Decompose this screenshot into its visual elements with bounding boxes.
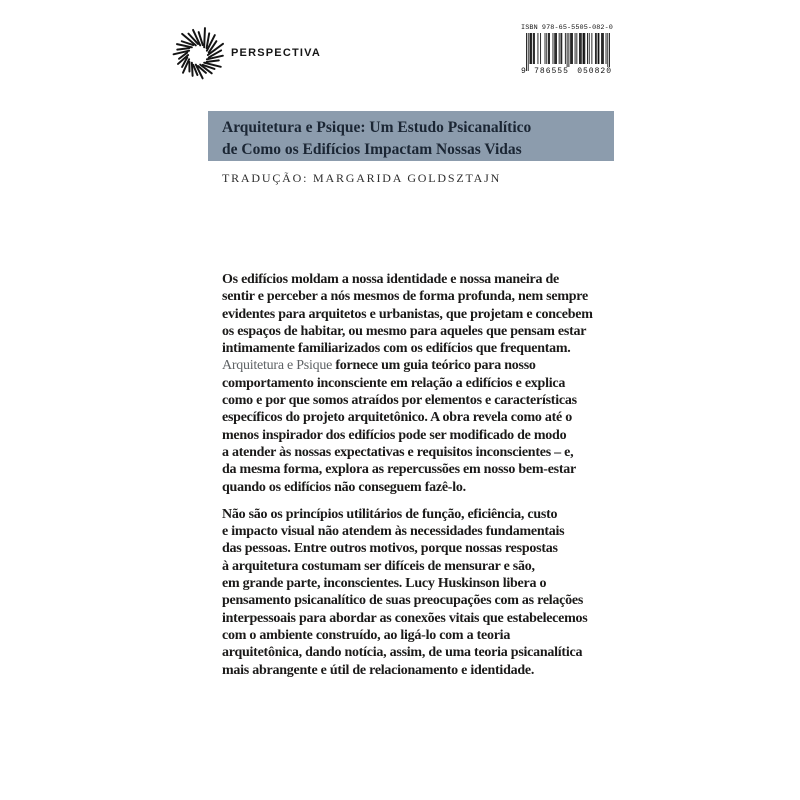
book-title-line-1: Arquitetura e Psique: Um Estudo Psicanalítico <box>222 119 532 136</box>
text-line: pensamento psicanalítico de suas preocupações com as relações <box>222 593 584 609</box>
text-line: arquitetônica, dando notícia, assim, de uma teoria psicanalítica <box>222 645 583 661</box>
text-line: mais abrangente e útil de relacionamento e identidade. <box>222 662 535 678</box>
text-line: interpessoais para abordar as conexões vitais que estabelecemos <box>222 610 588 626</box>
text-line: à arquitetura costumam ser difíceis de mensurar e são, <box>222 558 535 574</box>
title-banner <box>208 111 614 161</box>
text-line: os espaços de habitar, ou mesmo para aqueles que pensam estar <box>222 323 587 339</box>
synopsis <box>222 271 642 679</box>
isbn-digit-group: 9 <box>521 67 527 76</box>
isbn-label: ISBN 978-65-5505-082-0 <box>521 24 613 32</box>
text-line: Não são os princípios utilitários de função, eficiência, custo <box>222 506 558 522</box>
synopsis-paragraph <box>222 506 642 679</box>
publisher-starburst-logo-icon <box>169 26 227 84</box>
book-title-line-2: de Como os Edifícios Impactam Nossas Vidas <box>222 140 522 158</box>
isbn-digit-group: 050820 <box>577 67 612 76</box>
text-line: como e por que somos atraídos por elementos e características <box>222 393 577 409</box>
text-line: com o ambiente construído, ao ligá-lo com a teoria <box>222 627 511 643</box>
text-line: Os edifícios moldam a nossa identidade e nossa maneira de <box>222 272 559 287</box>
isbn-barcode <box>521 24 613 74</box>
publisher-name: PERSPECTIVA <box>231 47 322 59</box>
barcode-bars <box>526 33 610 71</box>
text-line: sentir e perceber a nós mesmos de forma profunda, nem sempre <box>222 289 588 305</box>
synopsis-paragraph <box>222 271 642 496</box>
text-line: da mesma forma, explora as repercussões em nosso bem-estar <box>222 462 576 478</box>
isbn-digits <box>521 67 613 76</box>
book-title-reference: Arquitetura e Psique <box>222 358 333 374</box>
text-line: evidentes para arquitetos e urbanistas, que projetam e concebem <box>222 306 593 322</box>
text-line: a atender às nossas expectativas e requisitos inconscientes – e, <box>222 444 574 460</box>
text-line: intimamente familiarizados com os edifícios que frequentam. <box>222 341 571 357</box>
text-line: quando os edifícios não conseguem fazê-lo. <box>222 479 466 495</box>
text-line: e impacto visual não atendem às necessidades fundamentais <box>222 524 565 540</box>
text-line: menos inspirador dos edifícios pode ser modificado de modo <box>222 427 567 443</box>
text-line: das pessoas. Entre outros motivos, porque nossas respostas <box>222 541 558 557</box>
text-line: comportamento inconsciente em relação a edifícios e explica <box>222 375 566 391</box>
translation-credit: TRADUÇÃO: MARGARIDA GOLDSZTAJN <box>222 171 502 185</box>
text-line: específicos do projeto arquitetônico. A obra revela como até o <box>222 410 572 426</box>
text-line: Arquitetura e Psique fornece um guia teórico para nosso <box>222 358 536 374</box>
text-line: em grande parte, inconscientes. Lucy Huskinson libera o <box>222 576 547 592</box>
isbn-digit-group: 786555 <box>534 67 569 76</box>
